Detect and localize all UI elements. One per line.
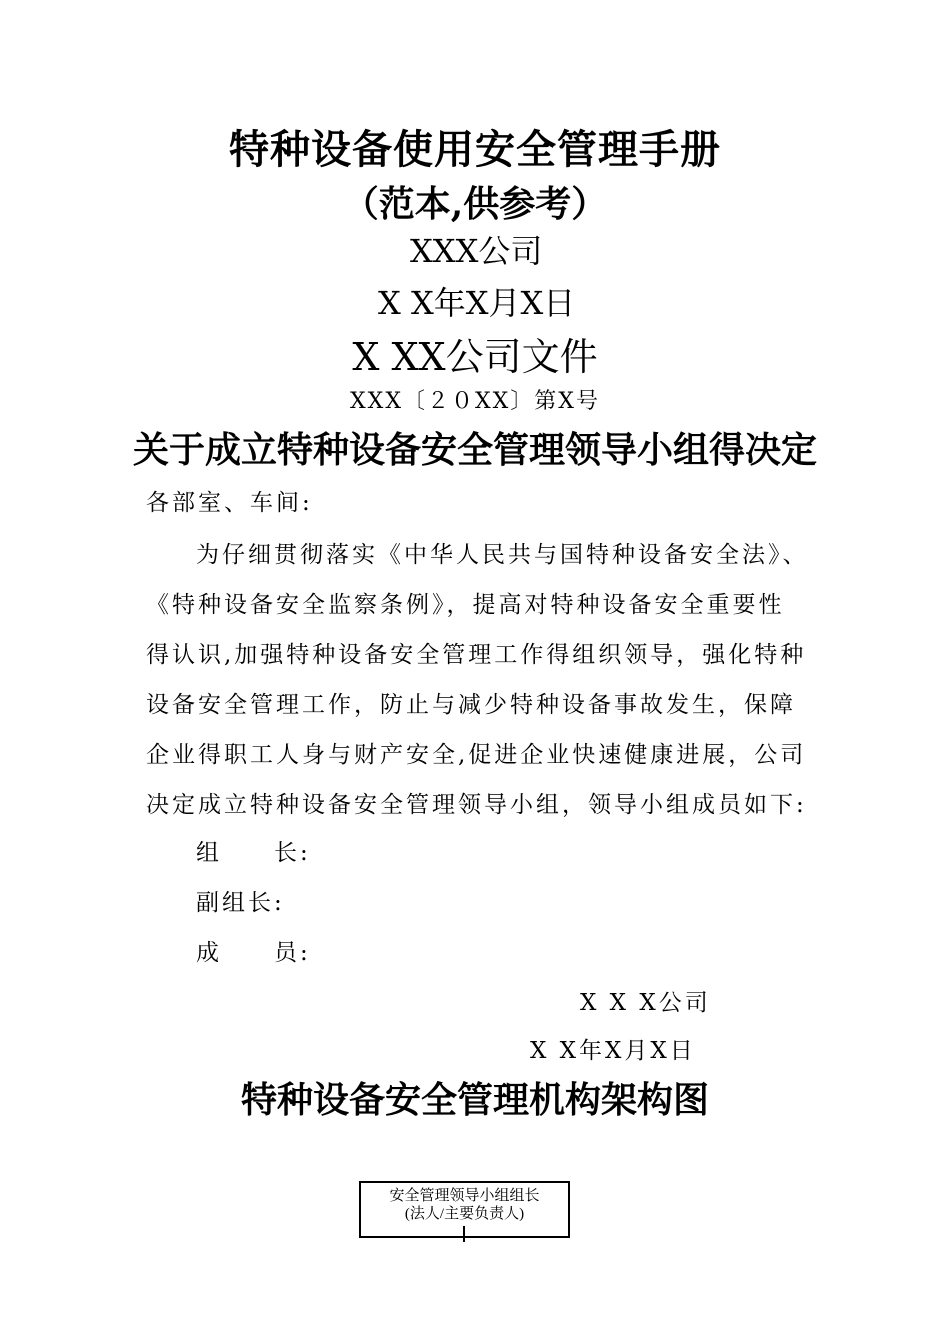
decision-title: 关于成立特种设备安全管理领导小组得决定 [132, 429, 817, 471]
document-number: XXX〔２０XX〕第X号 [350, 389, 600, 414]
cover-company: XXX公司 [410, 232, 543, 270]
paragraph-line: 企业得职工人身与财产安全,促进企业快速健康进展，公司 [146, 742, 807, 768]
role-deputy-label: 副组长: [196, 890, 285, 916]
org-box-line1: 安全管理领导小组组长 [389, 1188, 540, 1204]
cover-date: X X年X月X日 [378, 284, 576, 322]
salutation: 各部室、车间: [146, 490, 313, 516]
org-box-line2: (法人/主要负责人) [404, 1206, 525, 1222]
paragraph-line: 《特种设备安全监察条例》，提高对特种设备安全重要性 [146, 592, 785, 618]
paragraph-line: 为仔细贯彻落实《中华人民共与国特种设备安全法》、 [196, 542, 809, 568]
manual-title: 特种设备使用安全管理手册 [229, 126, 721, 173]
paragraph-line: 设备安全管理工作，防止与减少特种设备事故发生，保障 [146, 692, 796, 718]
role-leader-label: 组 长: [196, 840, 311, 866]
org-chart-connector [463, 1226, 465, 1242]
paragraph-line: 得认识,加强特种设备安全管理工作得组织领导，强化特种 [146, 642, 807, 668]
signature-company: X X X公司 [580, 990, 711, 1016]
signature-date: X X年X月X日 [530, 1038, 696, 1064]
org-chart-title: 特种设备安全管理机构架构图 [240, 1079, 709, 1121]
paragraph-line: 决定成立特种设备安全管理领导小组，领导小组成员如下: [146, 792, 807, 818]
role-members-label: 成 员: [196, 940, 311, 966]
manual-subtitle: （范本,供参考） [342, 183, 608, 225]
document-header: X XX公司文件 [352, 335, 598, 379]
